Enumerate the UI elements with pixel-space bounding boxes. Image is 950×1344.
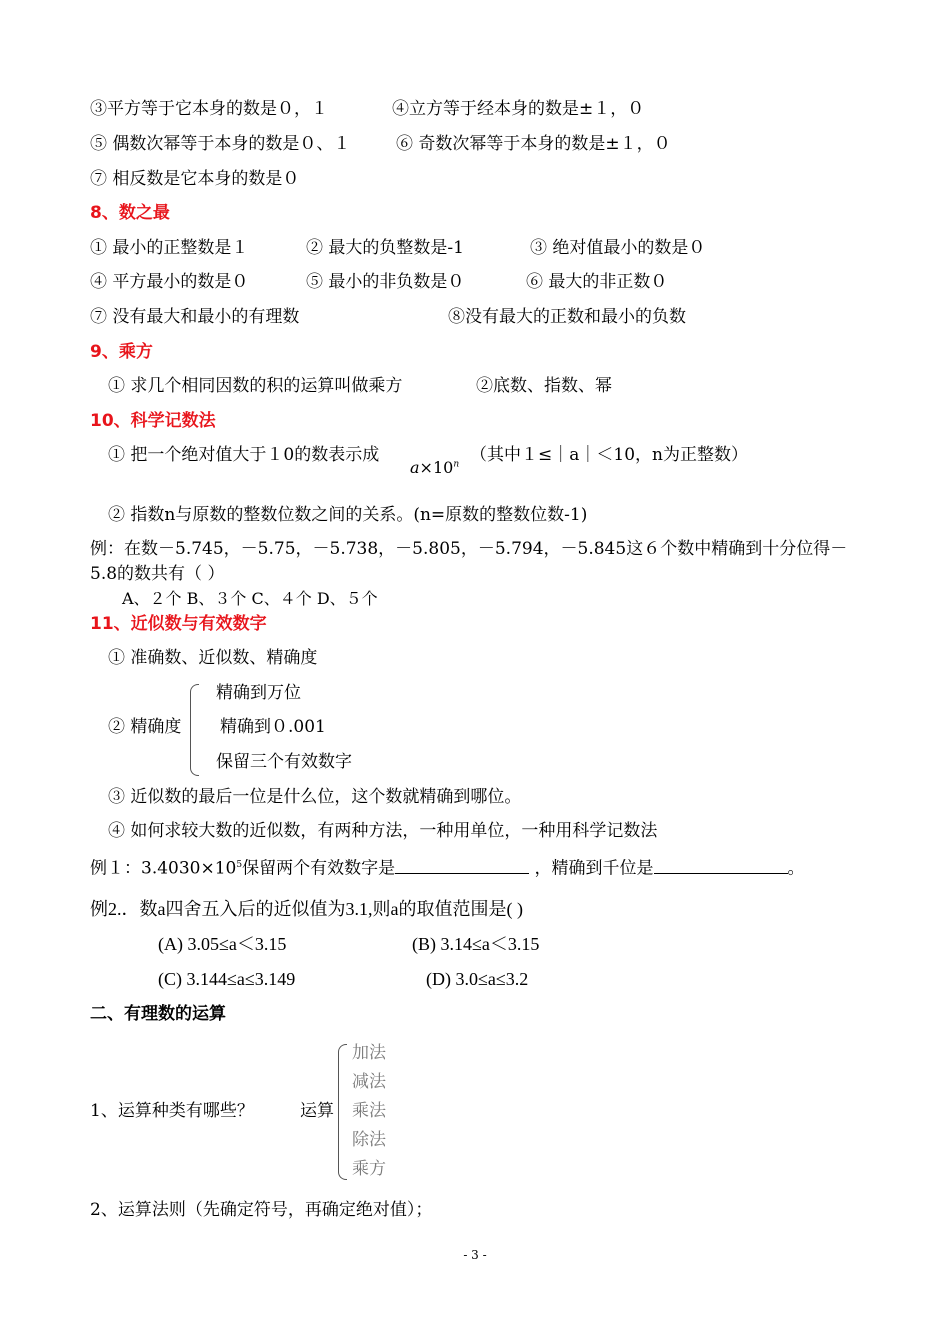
- item-s8-7: ⑦ 没有最大和最小的有理数: [90, 307, 300, 327]
- item-s8-4: ④ 平方最小的数是０: [90, 272, 249, 292]
- line-s7-i5: [90, 133, 350, 155]
- example-3-option-d: (D) 3.0≤a≤3.2: [426, 969, 529, 989]
- example-1-line1: 例：在数－5.745，－5.75，－5.738，－5.805，－5.794，－5.845这６个数中精确到十分位得－: [90, 539, 848, 559]
- item-s11-4: ④ 如何求较大数的近似数，有两种方法，一种用单位，一种用科学记数法: [108, 821, 658, 841]
- heading-s10: 10、科学记数法: [90, 411, 216, 431]
- item-even-power: ⑤ 偶数次幂等于本身的数是０、１: [90, 134, 351, 154]
- item-s8-5: ⑤ 最小的非负数是０: [306, 272, 465, 292]
- example-1-line2: 5.8的数共有（ ）: [90, 564, 225, 584]
- formula-times-ten: ×10: [419, 458, 454, 477]
- example-2-mid2: ，精确到千位是: [534, 858, 654, 879]
- example-1-options: A、２个 B、３个 C、４个 D、５个: [122, 589, 378, 608]
- item-s11-3: ③ 近似数的最后一位是什么位，这个数就精确到哪位。: [108, 787, 522, 807]
- operation-power: 乘方: [352, 1159, 386, 1179]
- item-s11-1: ① 准确数、近似数、精确度: [108, 648, 318, 668]
- item-s8-1: ① 最小的正整数是１: [90, 238, 249, 258]
- item-opposite-self: ⑦ 相反数是它本身的数是０: [90, 169, 300, 189]
- line-s7-i7: [90, 168, 299, 190]
- operation-subtract: 减法: [352, 1072, 386, 1092]
- heading-s11: 11、近似数与有效数字: [90, 614, 267, 634]
- line-s7-i6: [396, 133, 671, 155]
- precision-option-2: 精确到０.001: [220, 717, 326, 737]
- formula-a: a: [410, 458, 420, 477]
- heading-s8: 8、数之最: [90, 203, 170, 223]
- example-2-mid: 保留两个有效数字是: [242, 858, 396, 879]
- item-s8-3: ③ 绝对值最小的数是０: [530, 238, 706, 258]
- item-s8-2: ② 最大的负整数是-1: [306, 238, 464, 258]
- operation-label: 运算: [300, 1101, 334, 1121]
- item-s11-2-label: ② 精确度: [108, 717, 182, 737]
- line-s7-i4: [392, 98, 644, 120]
- example-2-end: 。: [787, 858, 805, 879]
- example-2-line: [90, 854, 805, 880]
- heading-s9: 9、乘方: [90, 342, 153, 362]
- operation-divide: 除法: [352, 1130, 386, 1150]
- item-s10-1-post: （其中１≤｜a｜＜10，n为正整数）: [470, 445, 748, 465]
- example-2-prefix: 例１：3.4030×10: [90, 858, 237, 879]
- answer-blank-2[interactable]: [654, 857, 788, 874]
- item-s8-6: ⑥ 最大的非正数０: [526, 272, 668, 292]
- heading-part-2: 二、有理数的运算: [90, 1004, 226, 1024]
- item-s10-1-pre: ① 把一个绝对值大于１0的数表示成: [108, 445, 380, 465]
- item-s8-8: ⑧没有最大的正数和最小的负数: [448, 307, 686, 327]
- example-3-question: 例2.．数a四舍五入后的近似值为3.1,则a的取值范围是( ): [90, 899, 523, 919]
- formula-scientific: [410, 458, 459, 477]
- precision-option-3: 保留三个有效数字: [216, 752, 352, 772]
- operation-add: 加法: [352, 1043, 386, 1063]
- item-s10-2: ② 指数n与原数的整数位数之间的关系。(n=原数的整数位数-1): [108, 505, 588, 525]
- item-s9-1: ① 求几个相同因数的积的运算叫做乘方: [108, 376, 403, 396]
- brace-operations: [338, 1044, 347, 1180]
- example-3-option-a: (A) 3.05≤a＜3.15: [158, 934, 287, 954]
- example-2-exponent: 5: [236, 860, 243, 870]
- page-number: - 3 -: [463, 1248, 487, 1262]
- formula-exponent: n: [453, 459, 460, 470]
- item-square-self: ③平方等于它本身的数是０，１: [90, 99, 328, 119]
- brace-precision: [190, 684, 199, 776]
- line-s7-i3: [90, 98, 328, 120]
- example-3-option-b: (B) 3.14≤a＜3.15: [412, 934, 540, 954]
- item-cube-self: ④立方等于经本身的数是±１，０: [392, 99, 645, 119]
- item-odd-power: ⑥ 奇数次幂等于本身的数是±１，０: [396, 134, 671, 154]
- question-operation-types: 1、运算种类有哪些？: [90, 1101, 254, 1121]
- item-s9-2: ②底数、指数、幂: [476, 376, 612, 396]
- answer-blank-1[interactable]: [395, 857, 529, 874]
- question-operation-rules: 2、运算法则（先确定符号，再确定绝对值）；: [90, 1200, 433, 1220]
- operation-multiply: 乘法: [352, 1101, 386, 1121]
- precision-option-1: 精确到万位: [216, 683, 301, 703]
- example-3-option-c: (C) 3.144≤a≤3.149: [158, 969, 296, 989]
